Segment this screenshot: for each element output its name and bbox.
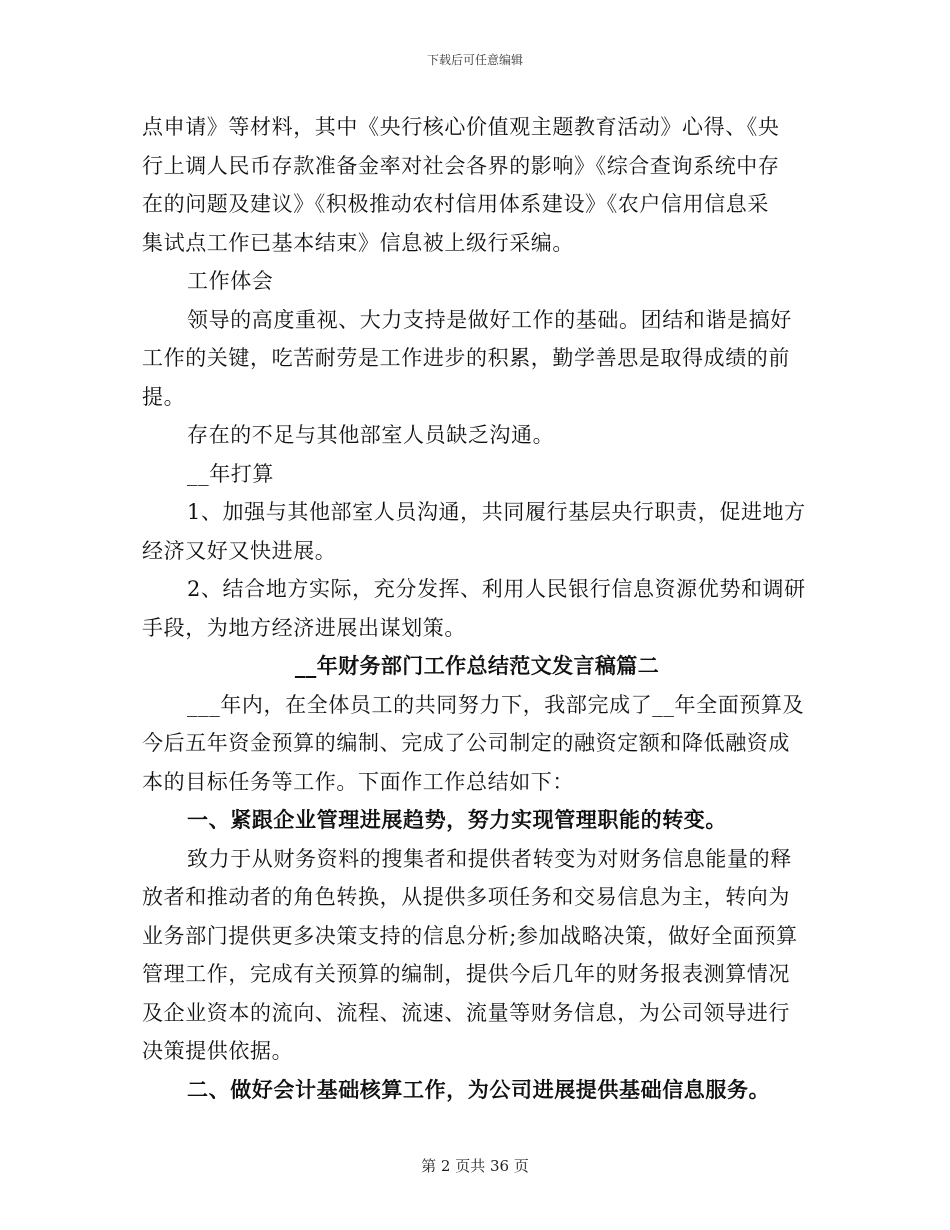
document-body <box>142 108 812 1109</box>
page-number: 第 2 页共 36 页 <box>421 1157 529 1175</box>
section-label-work-experience: 工作体会 <box>187 269 274 293</box>
body-line: 致力于从财务资料的搜集者和提供者转变为对财务信息能量的释 <box>187 846 792 871</box>
page-header: 下载后可任意编辑 <box>426 53 523 67</box>
body-line: ___年内，在全体员工的共同努力下，我部完成了__年全面预算及 <box>187 692 805 717</box>
section-label-plan: __年打算 <box>187 461 274 486</box>
subheading-1: 一、紧跟企业管理进展趋势，努力实现管理职能的转变。 <box>187 807 727 832</box>
section-title: __年财务部门工作总结范文发言稿篇二 <box>294 653 660 678</box>
list-item-2: 2、结合地方实际，充分发挥、利用人民银行信息资源优势和调研 <box>187 577 806 601</box>
body-line: 在的问题及建议》《积极推动农村信用体系建设》《农户信用信息采 <box>142 192 769 216</box>
body-line: 领导的高度重视、大力支持是做好工作的基础。团结和谐是搞好 <box>187 307 792 332</box>
body-line: 本的目标任务等工作。下面作工作总结如下： <box>142 769 574 794</box>
body-line: 决策提供依据。 <box>142 1039 294 1063</box>
body-line: 集试点工作已基本结束》信息被上级行采编。 <box>142 230 574 255</box>
body-line: 行上调人民币存款准备金率对社会各界的影响》《综合查询系统中存 <box>142 153 780 178</box>
subheading-2: 二、做好会计基础核算工作，为公司进展提供基础信息服务。 <box>187 1076 771 1102</box>
body-line: 及企业资本的流向、流程、流速、流量等财务信息，为公司领导进行 <box>142 1000 790 1025</box>
body-line: 今后五年资金预算的编制、完成了公司制定的融资定额和降低融资成 <box>142 731 790 755</box>
body-line: 管理工作，完成有关预算的编制，提供今后几年的财务报表测算情况 <box>142 962 790 986</box>
body-line: 业务部门提供更多决策支持的信息分析;参加战略决策，做好全面预算 <box>142 923 798 948</box>
body-line: 存在的不足与其他部室人员缺乏沟通。 <box>187 423 555 447</box>
body-line: 工作的关键，吃苦耐劳是工作进步的积累，勤学善思是取得成绩的前 <box>142 346 790 370</box>
body-line: 放者和推动者的角色转换，从提供多项任务和交易信息为主，转向为 <box>142 885 790 909</box>
body-line: 手段，为地方经济进展出谋划策。 <box>142 615 466 640</box>
list-item-1: 1、加强与其他部室人员沟通，共同履行基层央行职责，促进地方 <box>187 500 806 524</box>
body-line: 点申请》等材料，其中《央行核心价值观主题教育活动》心得、《央 <box>142 115 780 139</box>
body-line: 经济又好又快进展。 <box>142 538 337 563</box>
body-line: 提。 <box>142 384 186 409</box>
